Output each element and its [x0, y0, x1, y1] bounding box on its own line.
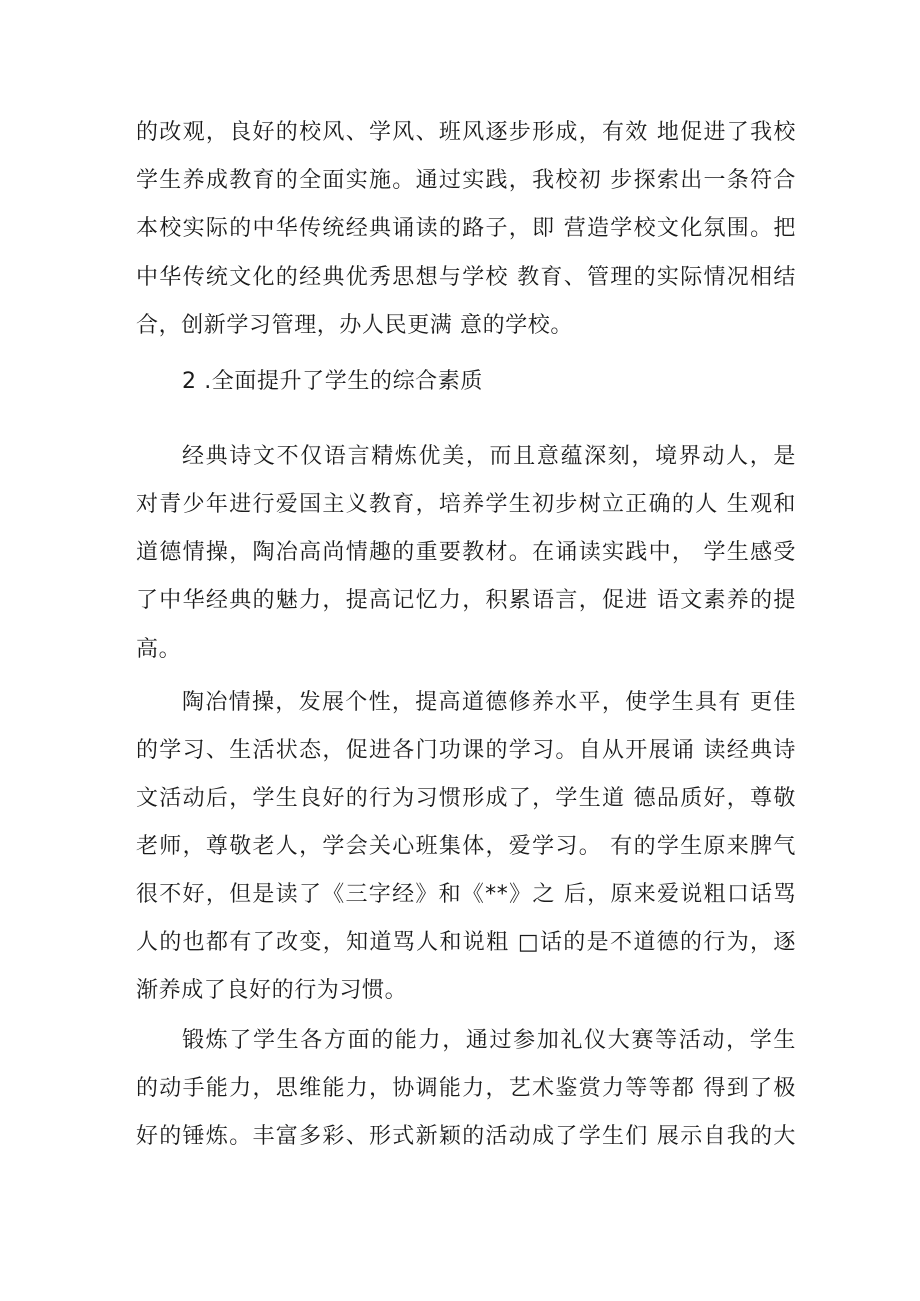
- paragraph-3-line-1: 陶冶情操，发展个性，提高道德修养水平，使学生具有 更佳: [182, 690, 796, 715]
- paragraph-1-line-4: 中华传统文化的经典优秀思想与学校 教育、管理的实际情况相结: [136, 265, 796, 290]
- paragraph-2-line-4: 了中华经典的魅力，提高记忆力，积累语言，促进 语文素养的提: [136, 588, 796, 613]
- paragraph-3-line-5: 很不好，但是读了《三字经》和《**》之 后，原来爱说粗口话骂: [136, 882, 796, 907]
- paragraph-3-line-7: 渐养成了良好的行为习惯。: [136, 978, 408, 1003]
- paragraph-4-line-1: 锻炼了学生各方面的能力，通过参加礼仪大赛等活动，学生: [182, 1028, 796, 1053]
- paragraph-3-line-2: 的学习、生活状态，促进各门功课的学习。自从开展诵 读经典诗: [136, 738, 796, 763]
- section-heading-2: 2 .全面提升了学生的综合素质: [182, 369, 483, 394]
- paragraph-2-line-5: 高。: [136, 637, 182, 662]
- paragraph-3-line-4: 老师，尊敬老人，学会关心班集体，爱学习。 有的学生原来脾气: [136, 834, 796, 859]
- paragraph-3-line-6: 人的也都有了改变，知道骂人和说粗 □话的是不道德的行为，逐: [136, 930, 796, 955]
- paragraph-1-line-5: 合，创新学习管理，办人民更满 意的学校。: [136, 313, 573, 338]
- paragraph-1-line-3: 本校实际的中华传统经典诵读的路子，即 营造学校文化氛围。把: [136, 216, 796, 241]
- paragraph-2-line-2: 对青少年进行爱国主义教育，培养学生初步树立正确的人 生观和: [136, 492, 796, 517]
- paragraph-1-line-2: 学生养成教育的全面实施。通过实践，我校初 步探索出一条符合: [136, 168, 796, 193]
- paragraph-1-line-1: 的改观，良好的校风、学风、班风逐步形成，有效 地促进了我校: [136, 120, 796, 145]
- paragraph-3-line-3: 文活动后，学生良好的行为习惯形成了，学生道 德品质好，尊敬: [136, 786, 796, 811]
- paragraph-2-line-1: 经典诗文不仅语言精炼优美，而且意蕴深刻，境界动人，是: [182, 444, 796, 469]
- paragraph-4-line-3: 好的锤炼。丰富多彩、形式新颖的活动成了学生们 展示自我的大: [136, 1124, 796, 1149]
- paragraph-4-line-2: 的动手能力，思维能力，协调能力，艺术鉴赏力等等都 得到了极: [136, 1076, 796, 1101]
- paragraph-2-line-3: 道德情操，陶冶高尚情趣的重要教材。在诵读实践中， 学生感受: [136, 540, 796, 565]
